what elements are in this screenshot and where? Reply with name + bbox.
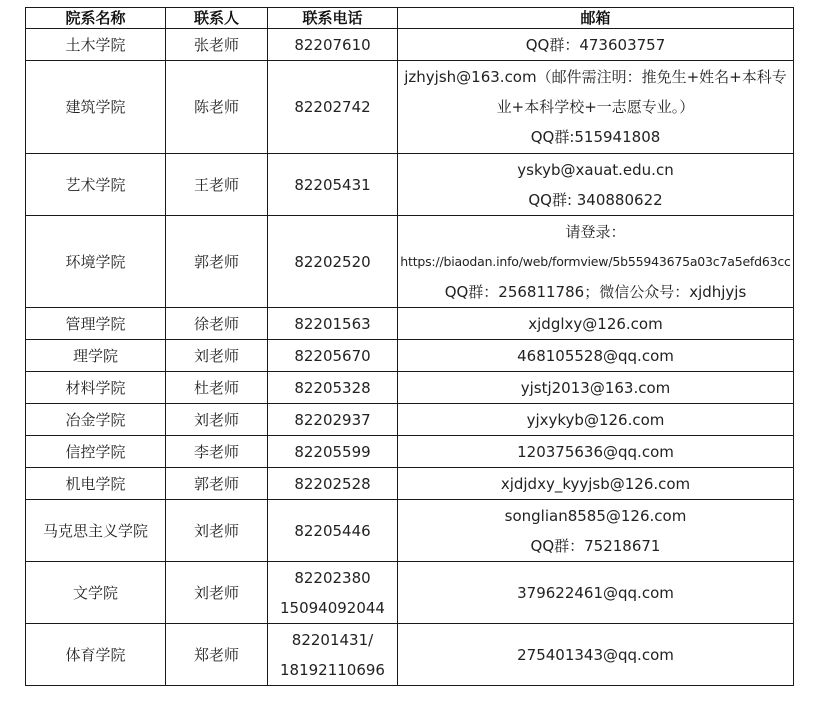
phone-number: 82202520 [294,252,371,271]
school-cell: 艺术学院 [26,154,166,216]
email-line: xjdjdxy_kyyjsb@126.com [500,474,691,493]
phone-cell [268,468,398,500]
header-phone: 联系电话 [268,8,398,29]
email-line: QQ群:515941808 [530,128,661,146]
contact-cell: 杜老师 [166,372,268,404]
phone-cell [268,624,398,686]
school-cell: 管理学院 [26,308,166,340]
email-line: 120375636@qq.com [517,442,674,461]
email-line: 468105528@qq.com [517,346,674,365]
email-line: xjdglxy@126.com [528,314,663,333]
phone-number: 82202742 [294,98,371,116]
email-cell [398,624,794,686]
school-cell: 环境学院 [26,216,166,308]
table-row [26,500,794,562]
header-email: 邮箱 [398,8,794,29]
phone-cell [268,562,398,624]
email-cell [398,29,794,61]
table-row [26,436,794,468]
contact-cell: 郭老师 [166,468,268,500]
contact-cell: 李老师 [166,436,268,468]
email-cell [398,340,794,372]
phone-number: 82202380 [294,568,371,587]
table-row [26,216,794,308]
email-line: jzhyjsh@163.com（邮件需注明：推免生+姓名+本科专 [404,68,787,86]
email-line: yjxykyb@126.com [526,410,665,429]
contact-cell: 郑老师 [166,624,268,686]
email-line: QQ群：256811786；微信公众号：xjdhjyjs [444,282,747,301]
table-row [26,562,794,624]
school-cell: 体育学院 [26,624,166,686]
table-row [26,468,794,500]
email-line: https://biaodan.info/web/formview/5b55943675a03c7a5efd63cc [400,253,791,269]
phone-number: 82202937 [294,410,371,429]
phone-number: 82201563 [294,314,371,333]
phone-number: 18192110696 [280,660,385,679]
email-line: 379622461@qq.com [517,583,674,602]
phone-number: 82207610 [294,35,371,54]
phone-cell [268,372,398,404]
email-line: yjstj2013@163.com [520,378,671,397]
contact-cell: 徐老师 [166,308,268,340]
header-school: 院系名称 [26,8,166,29]
school-cell: 冶金学院 [26,404,166,436]
table-row [26,624,794,686]
contact-cell: 刘老师 [166,340,268,372]
email-line: 业+本科学校+一志愿专业。） [496,98,695,116]
phone-number: 82201431/ [291,630,374,649]
school-cell: 马克思主义学院 [26,500,166,562]
school-cell: 材料学院 [26,372,166,404]
contact-cell: 刘老师 [166,404,268,436]
email-cell [398,61,794,154]
email-line: songlian8585@126.com [504,506,687,525]
phone-cell [268,404,398,436]
contact-cell: 郭老师 [166,216,268,308]
table-row [26,404,794,436]
phone-cell [268,340,398,372]
contact-cell: 刘老师 [166,562,268,624]
contact-cell: 刘老师 [166,500,268,562]
phone-cell [268,436,398,468]
table-row [26,29,794,61]
email-line: 请登录： [565,222,626,241]
phone-number: 82202528 [294,474,371,493]
header-contact: 联系人 [166,8,268,29]
table-row [26,308,794,340]
email-line: 275401343@qq.com [517,645,674,664]
email-cell [398,308,794,340]
school-cell: 信控学院 [26,436,166,468]
phone-cell [268,29,398,61]
table-row [26,372,794,404]
phone-cell [268,500,398,562]
email-cell [398,500,794,562]
school-cell: 理学院 [26,340,166,372]
phone-number: 82205599 [294,442,371,461]
phone-number: 82205431 [294,175,371,194]
email-cell [398,468,794,500]
email-line: yskyb@xauat.edu.cn [517,160,674,179]
contact-cell: 陈老师 [166,61,268,154]
email-cell [398,154,794,216]
email-cell [398,404,794,436]
table-body [26,29,794,686]
school-cell: 建筑学院 [26,61,166,154]
table-row [26,61,794,154]
phone-cell [268,216,398,308]
email-cell [398,216,794,308]
table-row [26,340,794,372]
phone-number: 82205446 [294,521,371,540]
phone-cell [268,154,398,216]
email-cell [398,372,794,404]
school-cell: 土木学院 [26,29,166,61]
phone-number: 82205670 [294,346,371,365]
contact-cell: 王老师 [166,154,268,216]
contacts-table [25,7,794,686]
school-cell: 文学院 [26,562,166,624]
phone-number: 82205328 [294,378,371,397]
phone-cell [268,61,398,154]
phone-number: 15094092044 [280,598,385,617]
contact-cell: 张老师 [166,29,268,61]
email-cell [398,562,794,624]
email-line: QQ群：473603757 [525,35,666,54]
header-row [26,8,794,29]
email-line: QQ群: 340880622 [528,190,663,209]
table-row [26,154,794,216]
phone-cell [268,308,398,340]
email-cell [398,436,794,468]
email-line: QQ群：75218671 [530,536,661,555]
school-cell: 机电学院 [26,468,166,500]
